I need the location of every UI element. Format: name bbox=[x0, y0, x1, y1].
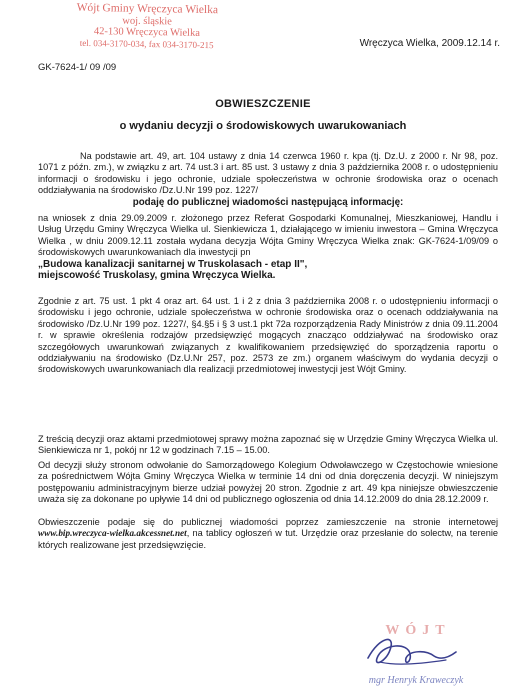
reference-number: GK-7624-1/ 09 /09 bbox=[38, 62, 117, 73]
appeal-text: Od decyzji służy stronom odwołanie do Samorządowego Kolegium Odwoławczego w Częstochowie wniesione za pośrednictwem Wójta Gminy Wręczyca Wielka w terminie 14 dni od dnia doręczenia decyzji. W niniejszym postępowaniu administracyjnym bierze udział powyżej 20 stron. Zgodnie z art. 49 kpa niniejsze obwieszczenie uważa się za dokonane po upływie 14 dni od publicznego ogłoszenia od dnia 14.12.2009 do dnia 28.12.2009 r. bbox=[38, 460, 498, 505]
document-subtitle: o wydaniu decyzji o środowiskowych uwarukowaniach bbox=[119, 120, 407, 132]
paragraph-text: Na podstawie art. 49, art. 104 ustawy z dnia 14 czerwca 1960 r. kpa (tj. Dz.U. z 2000 r. Nr 98, poz. 1071 z późn. zm.), w związku z art. 74 ust.3 i art. 85 ust. 3 ustawy z dnia 3 października 2008 r. o udostępnieniu informacji o środowisku i jego ochronie, udziale społeczeństwa w ochronie środowiska oraz o ocenach oddziaływania na środowisko /Dz.U.Nr 199 poz. 1227/ bbox=[38, 151, 498, 196]
paragraph-appeal bbox=[38, 460, 498, 506]
paragraph-legal-basis bbox=[38, 151, 498, 197]
stamp-line-2: woj. śląskie bbox=[122, 15, 172, 27]
announcement-text: podaję do publicznej wiadomości następującą informację: bbox=[132, 197, 404, 208]
document-title: OBWIESZCZENIE bbox=[215, 98, 311, 110]
stamp-line-3: 42-130 Wręczyca Wielka bbox=[93, 26, 201, 39]
bip-link[interactable]: www.bip.wreczyca-wielka.akcessnet.net bbox=[38, 528, 187, 539]
access-text: Z treścią decyzji oraz aktami przedmiotowej sprawy można zapoznać się w Urzędzie Gminy Wręczyca Wielka ul. Sienkiewicza nr 1, pokój nr 12 w godzinach 7.15 – 15.00. bbox=[38, 434, 498, 456]
investment-location: miejscowość Truskolasy, gmina Wręczyca Wielka. bbox=[38, 270, 276, 282]
publication-text-a: Obwieszczenie podaje się do publicznej wiadomości poprzez zamieszczenie na stronie internetowej bbox=[38, 517, 498, 527]
stamp-line-4: tel. 034-3170-034, fax 034-3170-215 bbox=[79, 37, 214, 50]
publication-text-b: , na tablicy ogłoszeń w tut. Urzędzie oraz przesłanie do solectw, na terenie których realizowane jest przedsięwzięcie. bbox=[38, 528, 498, 550]
signature-stamp: WÓJT bbox=[385, 623, 451, 638]
place-and-date: Wręczyca Wielka, 2009.12.14 r. bbox=[359, 38, 500, 49]
paragraph-competence bbox=[38, 296, 498, 376]
investment-name: „Budowa kanalizacji sanitarnej w Truskolasach - etap II", bbox=[38, 258, 308, 270]
application-text: na wniosek z dnia 29.09.2009 r. złożonego przez Referat Gospodarki Komunalnej, Mieszkaniowej, Handlu i Usług Urzędu Gminy Wręczyca Wielka ul. Sienkiewicza 1, działającego w imieniu inwestora – Gmina Wręczyca Wielka , w dniu 2009.12.11 została wydana decyzja Wójta Gminy Wręczyca Wielka znak: GK-7624-1/09/09 o środowiskowych uwarunkowaniach dla inwestycji pn bbox=[38, 213, 498, 258]
competence-text: Zgodnie z art. 75 ust. 1 pkt 4 oraz art. 64 ust. 1 i 2 z dnia 3 października 2008 r. o udostępnieniu informacji o środowisku i jego ochronie, udziale społeczeństwa w ochronie środowiska oraz o ocenach oddziaływania na środowisko /Dz.U.Nr 199 poz. 1227/, §4.§5 i § 3 ust.1 pkt 72a rozporządzenia Rady Ministrów z dnia 09.11.2004 r. w sprawie określenia rodzajów przedsięwzięć mogących znacząco oddziaływać na środowisko oraz szczegółowych uwarunkowań związanych z kwalifikowaniem przedsięwzięć do sporządzenia raportu o oddziaływaniu na środowisko (Dz.U.Nr 257, poz. 2573 ze zm.) organem właściwym do wydania decyzji o środowiskowych uwarunkowaniach dla realizacji przedmiotowej inwestycji jest Wójt Gminy. bbox=[38, 296, 498, 375]
paragraph-announcement bbox=[38, 197, 498, 208]
publication-text bbox=[38, 517, 498, 551]
handwritten-signature-icon bbox=[350, 628, 470, 676]
signatory-name: mgr Henryk Kraweczyk bbox=[368, 675, 464, 686]
paragraph-publication bbox=[38, 517, 498, 551]
paragraph-application bbox=[38, 213, 498, 281]
paragraph-access bbox=[38, 434, 498, 457]
office-stamp bbox=[52, 2, 243, 51]
stamp-line-1: Wójt Gminy Wręczyca Wielka bbox=[76, 1, 219, 17]
